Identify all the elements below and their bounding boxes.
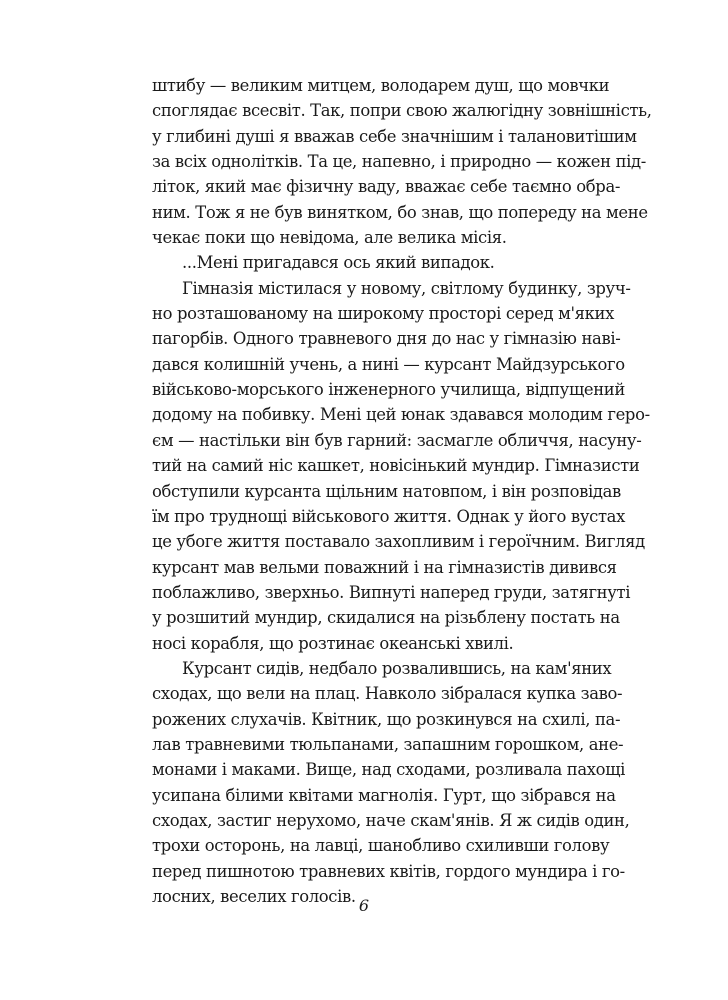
text-line: додому на побивку. Мені цей юнак здавався молодим геро- [152,405,650,425]
text-line: у глибині душі я вважав себе значнішим і талановитішим [152,126,637,146]
text-line: Курсант сидів, недбало розвалившись, на кам'яних [182,658,612,678]
text-line: ним. Тож я не був винятком, бо знав, що попереду на мене [152,202,648,222]
text-line: усипана білими квітами магнолія. Гурт, що зібрався на [152,785,616,805]
text-line: обступили курсанта щільним натовпом, і він розповідав [152,481,621,501]
text-line: Гімназія містилася у новому, світлому будинку, зруч- [182,278,631,298]
text-line: ...Мені пригадався ось який випадок. [182,253,495,273]
text-line: трохи осторонь, на лавці, шанобливо схиливши голову [152,836,610,856]
text-line: но розташованому на широкому просторі серед м'яких [152,304,615,324]
text-line: сходах, що вели на плац. Навколо зібралася купка заво- [152,684,623,704]
text-line: лосних, веселих голосів. [152,887,356,906]
text-line: поблажливо, зверхньо. Випнуті наперед груди, затягнуті [152,582,631,602]
page-number: 6 [358,896,370,915]
text-line: пагорбів. Одного травневого дня до нас у гімназію наві- [152,329,621,349]
text-line: дався колишній учень, а нині — курсант Майдзурського [152,354,625,374]
text-line: військово-морського інженерного училища, відпущений [152,380,625,400]
body-text [152,73,652,909]
text-line: носі корабля, що розтинає океанські хвилі. [152,633,514,653]
text-line: літок, який має фізичну ваду, вважає себе таємно обра- [152,177,621,197]
text-line: тий на самий ніс кашкет, новісінький мундир. Гімназисти [152,456,640,476]
text-line: штибу — великим митцем, володарем душ, що мовчки [152,76,610,95]
text-line: за всіх однолітків. Та це, напевно, і природно — кожен під- [152,152,646,172]
text-line: перед пишнотою травневих квітів, гордого мундира і го- [152,861,625,881]
text-line: сходах, застиг нерухомо, наче скам'янів. Я ж сидів один, [152,810,630,830]
text-line: лав травневими тюльпанами, запашним горошком, ане- [152,734,624,754]
text-line: це убоге життя поставало захопливим і героїчним. Вигляд [152,532,645,552]
text-line: курсант мав вельми поважний і на гімназистів дивився [152,557,617,577]
text-line: чекає поки що невідома, але велика місія. [152,228,507,248]
text-line: споглядає всесвіт. Так, попри свою жалюгідну зовнішність, [152,101,652,121]
text-line: їм про труднощі військового життя. Однак у його вустах [152,506,625,526]
text-line: монами і маками. Вище, над сходами, розливала пахощі [152,760,625,780]
text-line: рожених слухачів. Квітник, що розкинувся на схилі, па- [152,709,621,729]
text-line: єм — настільки він був гарний: засмагле обличчя, насуну- [152,430,642,450]
text-line: у розшитий мундир, скидалися на різьблену постать на [152,608,620,628]
